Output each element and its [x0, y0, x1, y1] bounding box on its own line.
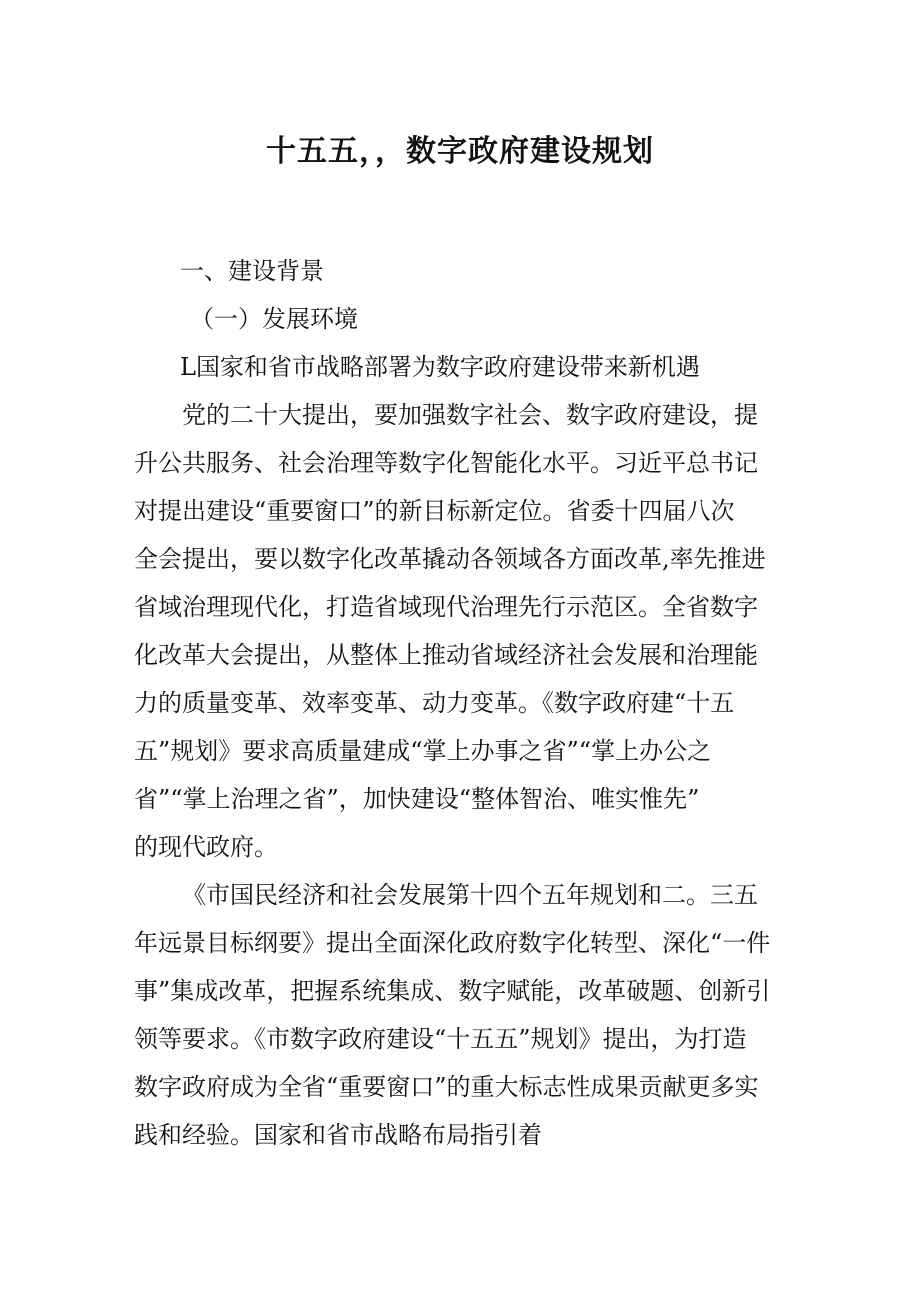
section-heading: 一、建设背景: [180, 257, 324, 285]
paragraph-1-line: 全会提出，要以数字化改革撬动各领域各方面改革,率先推进: [134, 545, 766, 573]
paragraph-1-line: 力的质量变革、效率变革、动力变革。《数字政府建“十五: [134, 689, 735, 717]
paragraph-1-line: 升公共服务、社会治理等数字化智能化水平。习近平总书记: [134, 449, 758, 477]
paragraph-1-line: 化改革大会提出，从整体上推动省域经济社会发展和治理能: [134, 641, 758, 669]
paragraph-2-line: 年远景目标纲要》提出全面深化政府数字化转型、深化“一件: [134, 929, 771, 957]
paragraph-1-line: 省”“掌上治理之省”，加快建设“整体智治、唯实惟先”: [134, 785, 700, 813]
subsection-heading: （一）发展环境: [190, 305, 358, 333]
topic-heading: L国家和省市战略部署为数字政府建设带来新机遇: [180, 353, 700, 381]
paragraph-1-line: 省域治理现代化，打造省域现代治理先行示范区。全省数字: [134, 593, 758, 621]
paragraph-1-line: 党的二十大提出，要加强数字社会、数字政府建设，提: [182, 401, 758, 429]
paragraph-1-line: 的现代政府。: [134, 833, 278, 861]
paragraph-2-line: 领等要求。《市数字政府建设“十五五”规划》提出，为打造: [134, 1025, 747, 1053]
paragraph-2-line: 践和经验。国家和省市战略布局指引着: [134, 1121, 542, 1149]
paragraph-2-line: 《市国民经济和社会发展第十四个五年规划和二。三五: [182, 881, 758, 909]
document-title: 十五五，，数字政府建设规划: [266, 134, 654, 169]
paragraph-1-line: 对提出建设“重要窗口”的新目标新定位。省委十四届八次: [134, 497, 735, 525]
paragraph-2-line: 事”集成改革，把握系统集成、数字赋能，改革破题、创新引: [134, 977, 771, 1005]
paragraph-2-line: 数字政府成为全省“重要窗口”的重大标志性成果贡献更多实: [134, 1073, 759, 1101]
paragraph-1-line: 五”规划》要求高质量建成“掌上办事之省”“掌上办公之: [134, 737, 712, 765]
